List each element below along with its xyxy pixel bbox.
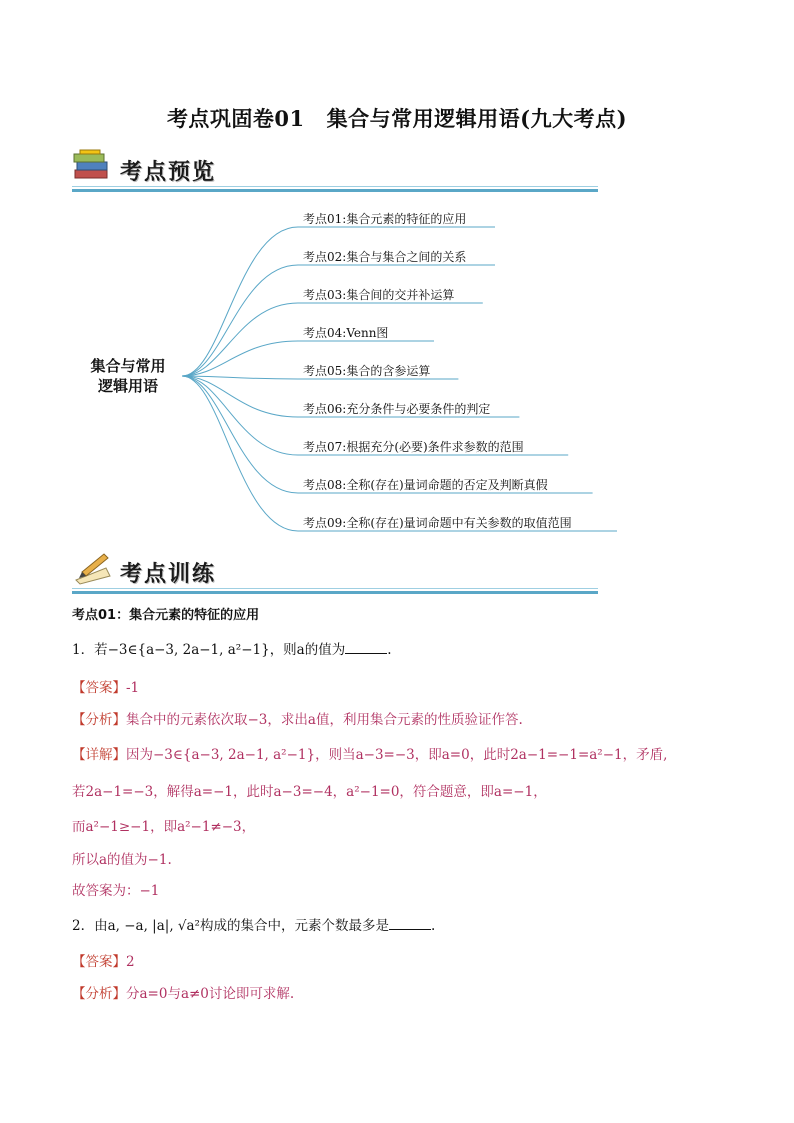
topic-heading: 考点01：集合元素的特征的应用: [72, 608, 260, 623]
question-1: 1．若−3∈{a−3, 2a−1, a²−1}，则a的值为 .: [72, 642, 392, 658]
q2-formula: a, −a, |a|, √a²: [107, 918, 200, 934]
mindmap-item: 考点02:集合与集合之间的关系: [303, 250, 467, 264]
question-2: 2．由a, −a, |a|, √a²构成的集合中，元素个数最多是 .: [72, 918, 436, 934]
section-label: 考点训练: [120, 562, 217, 587]
mindmap-root-line1: 集合与常用: [90, 357, 166, 375]
mindmap-root-line2: 逻辑用语: [97, 377, 158, 395]
mindmap-item: 考点01:集合元素的特征的应用: [303, 212, 467, 226]
pencil-icon: [72, 550, 114, 586]
q2-analysis: 【分析】分a=0与a≠0讨论即可求解.: [72, 986, 295, 1002]
mindmap-root: [76, 356, 180, 396]
section-label: 考点预览: [120, 160, 217, 185]
mindmap-item: 考点05:集合的含参运算: [303, 364, 431, 378]
title-topic: 集合与常用逻辑用语(九大考点): [326, 106, 628, 131]
q1-analysis: 【分析】集合中的元素依次取−3，求出a值，利用集合元素的性质验证作答.: [72, 712, 523, 728]
q1-final: 故答案为：−1: [72, 883, 160, 899]
mindmap-connector: [182, 227, 298, 376]
mindmap-connector: [182, 376, 298, 417]
mindmap-item: 考点04:Venn图: [303, 326, 389, 340]
answer-blank: [345, 641, 387, 654]
q1-formula: −3∈{a−3, 2a−1, a²−1}: [107, 642, 270, 658]
page-title: [0, 103, 794, 133]
q1-detail-1: 【详解】因为−3∈{a−3, 2a−1, a²−1}，则当a−3=−3，即a=0，此时2a−1=−1=a²−1，矛盾,: [72, 747, 668, 763]
books-icon: [72, 148, 114, 184]
q1-detail-4: 所以a的值为−1.: [72, 852, 172, 868]
q2-answer: 【答案】2: [72, 954, 135, 970]
q1-detail-3: 而a²−1≥−1，即a²−1≠−3，: [72, 819, 256, 835]
q1-detail-2: 若2a−1=−3，解得a=−1，此时a−3=−4，a²−1=0，符合题意，即a=−1，: [72, 784, 547, 800]
mindmap-item: 考点07:根据充分(必要)条件求参数的范围: [303, 440, 524, 454]
mindmap-connector: [182, 376, 298, 493]
mindmap-item: 考点09:全称(存在)量词命题中有关参数的取值范围: [303, 516, 572, 530]
mindmap-connector: [182, 265, 298, 376]
mindmap-connector: [182, 376, 298, 531]
q1-answer: 【答案】-1: [72, 680, 140, 696]
section-header-training: [72, 548, 598, 594]
mindmap-item: 考点08:全称(存在)量词命题的否定及判断真假: [303, 478, 548, 492]
mindmap-item: 考点06:充分条件与必要条件的判定: [303, 402, 491, 416]
title-code: 考点巩固卷01: [166, 106, 305, 131]
mindmap-item: 考点03:集合间的交并补运算: [303, 288, 455, 302]
mindmap-connector: [182, 303, 298, 376]
section-header-preview: [72, 146, 598, 192]
answer-blank: [389, 917, 431, 930]
